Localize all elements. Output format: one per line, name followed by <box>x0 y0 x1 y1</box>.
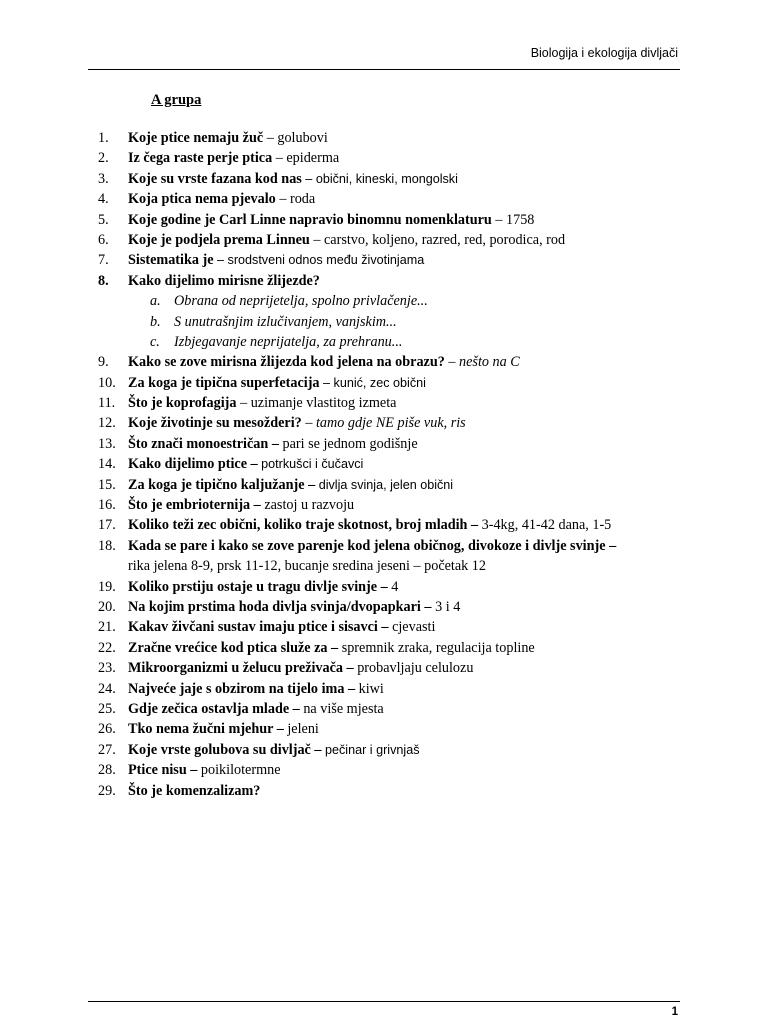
item-number: 14. <box>98 456 116 473</box>
answer: – nešto na C <box>444 354 520 371</box>
question: Koja ptica nema pjevalo <box>128 191 276 208</box>
question: Što je komenzalizam? <box>128 782 261 799</box>
page-number: 1 <box>671 1006 678 1018</box>
question: Što znači monoestričan – <box>128 435 279 452</box>
question: Kako dijelimo ptice – <box>128 456 258 473</box>
sub-item-letter: b. <box>150 313 161 330</box>
list-item <box>98 597 698 617</box>
question: Iz čega raste perje ptica <box>128 150 273 167</box>
question: Za koga je tipično kaljužanje – <box>128 476 316 493</box>
list-item <box>98 271 698 291</box>
item-number: 3. <box>98 170 109 187</box>
answer: – kunić, zec obični <box>319 375 426 390</box>
list-item <box>98 169 698 189</box>
item-number: 22. <box>98 639 116 656</box>
answer: – obični, kineski, mongolski <box>301 171 458 186</box>
item-number: 19. <box>98 578 116 595</box>
answer: 3-4kg, 41-42 dana, 1-5 <box>478 517 612 534</box>
item-number: 23. <box>98 660 116 677</box>
footer-rule <box>88 1001 680 1002</box>
list-item <box>98 617 698 637</box>
item-number: 20. <box>98 598 116 615</box>
list-item <box>98 454 698 474</box>
question: Kako dijelimo mirisne žlijezde? <box>128 272 320 289</box>
item-number: 15. <box>98 476 116 493</box>
item-number: 21. <box>98 619 116 636</box>
item-number: 24. <box>98 680 116 697</box>
item-number: 12. <box>98 415 116 432</box>
sub-item-letter: c. <box>150 333 160 350</box>
answer: – 1758 <box>491 211 535 228</box>
question: Koje je podjela prema Linneu <box>128 231 310 248</box>
item-number: 8. <box>98 272 109 289</box>
question: Što je embrioternija – <box>128 497 261 514</box>
list-item <box>98 189 698 209</box>
list-item <box>98 781 698 801</box>
answer: – golubovi <box>263 130 328 146</box>
item-number: 1. <box>98 130 109 146</box>
answer: na više mjesta <box>299 700 384 717</box>
answer: 4 <box>387 578 399 595</box>
continuation-line: rika jelena 8-9, prsk 11-12, bucanje sredina jeseni – početak 12 <box>128 558 486 575</box>
list-item <box>98 495 698 515</box>
page-header-title: Biologija i ekologija divljači <box>530 46 678 60</box>
list-item <box>98 393 698 413</box>
list-item <box>98 352 698 372</box>
question: Sistematika je <box>128 252 214 269</box>
list-item <box>98 658 698 678</box>
answer: zastoj u razvoju <box>260 497 355 514</box>
list-item <box>98 434 698 454</box>
question: Koliko prstiju ostaje u tragu divlje svinje – <box>128 578 388 595</box>
item-number: 7. <box>98 252 109 269</box>
sub-item-text: Izbjegavanje neprijatelja, za prehranu... <box>174 333 403 350</box>
question: Koliko teži zec obični, koliko traje skotnost, broj mladih – <box>128 517 479 534</box>
item-number: 6. <box>98 231 109 248</box>
question: Gdje zečica ostavlja mlade – <box>128 700 300 717</box>
item-number: 11. <box>98 395 116 412</box>
item-number: 27. <box>98 741 116 758</box>
sub-item <box>98 332 698 352</box>
item-number: 25. <box>98 700 116 717</box>
answer: jeleni <box>283 721 319 738</box>
answer: – roda <box>275 191 316 208</box>
sub-item-letter: a. <box>150 293 161 310</box>
header-rule <box>88 69 680 70</box>
answer: potrkušci i čučavci <box>257 457 364 472</box>
list-item <box>98 128 698 148</box>
list-item <box>98 515 698 535</box>
list-item <box>98 638 698 658</box>
answer: divlja svinja, jelen obični <box>315 477 454 492</box>
item-number: 28. <box>98 762 116 779</box>
answer: – uzimanje vlastitog izmeta <box>236 395 397 412</box>
question: Zračne vrećice kod ptica služe za – <box>128 639 339 656</box>
item-number: 5. <box>98 211 109 228</box>
list-item <box>98 760 698 780</box>
list-item <box>98 148 698 168</box>
list-item <box>98 210 698 230</box>
list-item <box>98 250 698 270</box>
sub-item <box>98 312 698 332</box>
question: Mikroorganizmi u želucu preživača – <box>128 660 354 677</box>
list-item <box>98 719 698 739</box>
list-item <box>98 475 698 495</box>
question: Koje vrste golubova su divljač – <box>128 741 322 758</box>
item-number: 9. <box>98 354 109 371</box>
item-number: 26. <box>98 721 116 738</box>
list-item <box>98 699 698 719</box>
answer: spremnik zraka, regulacija topline <box>338 639 535 656</box>
sub-item-text: Obrana od neprijetelja, spolno privlačenje... <box>174 293 428 310</box>
item-number: 18. <box>98 537 116 554</box>
sub-item <box>98 291 698 311</box>
list-item <box>98 230 698 250</box>
question: Koje životinje su mesožderi? <box>128 415 302 432</box>
answer: – srodstveni odnos među životinjama <box>213 253 425 268</box>
question-list <box>98 128 698 801</box>
answer: pari se jednom godišnje <box>278 435 418 452</box>
question: Na kojim prstima hoda divlja svinja/dvopapkari – <box>128 598 432 615</box>
item-number: 10. <box>98 374 116 391</box>
answer: – tamo gdje NE piše vuk, ris <box>301 415 466 432</box>
item-number: 16. <box>98 497 116 514</box>
list-item <box>98 740 698 760</box>
answer: 3 i 4 <box>431 598 461 615</box>
item-number: 4. <box>98 191 109 208</box>
question: Koje godine je Carl Linne napravio binomnu nomenklaturu <box>128 211 492 228</box>
list-item <box>98 577 698 597</box>
item-number: 13. <box>98 435 116 452</box>
question: Što je koprofagija <box>128 395 237 412</box>
list-item <box>98 679 698 699</box>
list-item <box>98 373 698 393</box>
item-number: 17. <box>98 517 116 534</box>
answer: cjevasti <box>388 619 436 636</box>
question: Kako se zove mirisna žlijezda kod jelena na obrazu? <box>128 354 445 371</box>
sub-item-text: S unutrašnjim izlučivanjem, vanjskim... <box>174 313 397 330</box>
answer: – epiderma <box>272 150 340 167</box>
question: Koje ptice nemaju žuč <box>128 130 264 146</box>
question: Kakav živčani sustav imaju ptice i sisavci – <box>128 619 389 636</box>
answer: – carstvo, koljeno, razred, red, porodica, rod <box>309 231 566 248</box>
question: Tko nema žučni mjehur – <box>128 721 284 738</box>
question: Ptice nisu – <box>128 762 198 779</box>
question: Kada se pare i kako se zove parenje kod jelena običnog, divokoze i divlje svinje – <box>128 537 617 554</box>
question: Koje su vrste fazana kod nas <box>128 170 302 187</box>
answer: pečinar i grivnjaš <box>321 742 420 757</box>
question: Za koga je tipična superfetacija <box>128 374 320 391</box>
list-item <box>98 413 698 433</box>
list-item <box>98 536 698 556</box>
answer: poikilotermne <box>197 762 281 779</box>
item-number: 29. <box>98 782 116 799</box>
answer: probavljaju celulozu <box>353 660 474 677</box>
question: Najveće jaje s obzirom na tijelo ima – <box>128 680 356 697</box>
section-heading: A grupa <box>151 92 202 108</box>
answer: kiwi <box>355 680 384 697</box>
item-number: 2. <box>98 150 109 167</box>
